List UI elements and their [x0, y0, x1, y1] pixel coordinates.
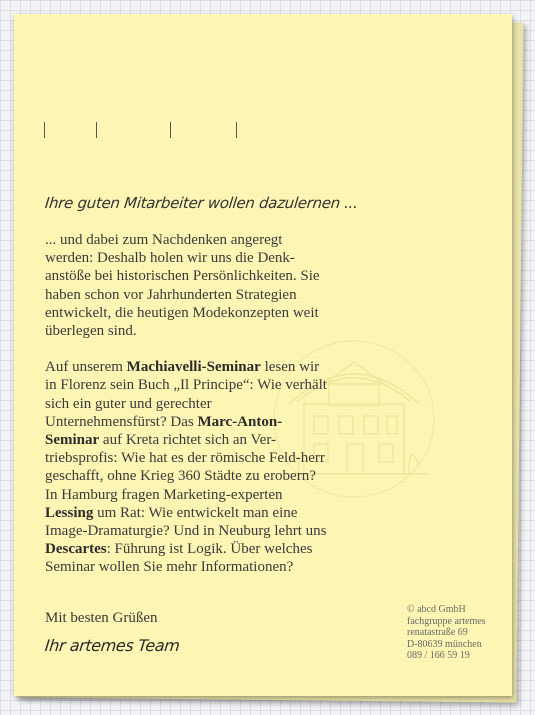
field-divider: [236, 122, 237, 138]
text-segment: um Rat: Wie entwickelt man eine Image-Dramaturgie? Und in Neuburg lehrt uns: [45, 504, 327, 540]
headline: Ihre guten Mitarbeiter wollen dazulernen ...: [44, 194, 359, 212]
company-imprint: [407, 604, 517, 662]
text-segment: auf Kreta richtet sich an Ver-triebsprofis: Wie hat es der römische Feld-herr geschafft, ohne Krieg 360 Städte zu erobern? In Hamburg fragen Marketing-experten: [45, 432, 325, 503]
seminar-name-descartes: Descartes: [45, 541, 107, 558]
seminar-name-marc-anton: Marc-Anton-Seminar: [45, 413, 283, 449]
imprint-city: D-80639 münchen: [407, 638, 482, 650]
text-segment: Auf unserem: [45, 359, 127, 376]
imprint-group: fachgruppe artemes: [407, 615, 486, 627]
text-segment: : Führung ist Logik. Über welches Seminar wollen Sie mehr Informationen?: [45, 541, 313, 576]
field-divider: [170, 122, 171, 138]
seminar-name-machiavelli: Machiavelli-Seminar: [126, 359, 261, 376]
text-segment: lesen wir in Florenz sein Buch „Il Principe“: Wie verhält sich ein guter und gerechter Unternehmensfürst? Das: [45, 359, 327, 430]
field-divider: [96, 122, 97, 138]
signature: Ihr artemes Team: [44, 636, 181, 655]
sticky-note-letter: [14, 14, 512, 696]
paragraph-intro: ... und dabei zum Nachdenken angeregt werden: Deshalb holen wir uns die Denk-anstöße bei historischen Persönlichkeiten. Sie haben schon vor Jahrhunderten Strategien entwickelt, die heutigen Modekonzepten weit überlegen sind.: [45, 232, 320, 340]
field-divider: [44, 122, 45, 138]
imprint-phone: 089 / 166 59 19: [407, 650, 470, 662]
imprint-street: renatastraße 69: [407, 627, 468, 639]
paragraph-seminars: [45, 358, 330, 576]
form-field-markers: [44, 122, 244, 138]
letter-body: [45, 231, 330, 595]
seminar-name-lessing: Lessing: [45, 504, 94, 521]
imprint-copyright: © abcd GmbH: [407, 604, 466, 615]
closing-greeting: Mit besten Grüßen: [45, 610, 158, 626]
